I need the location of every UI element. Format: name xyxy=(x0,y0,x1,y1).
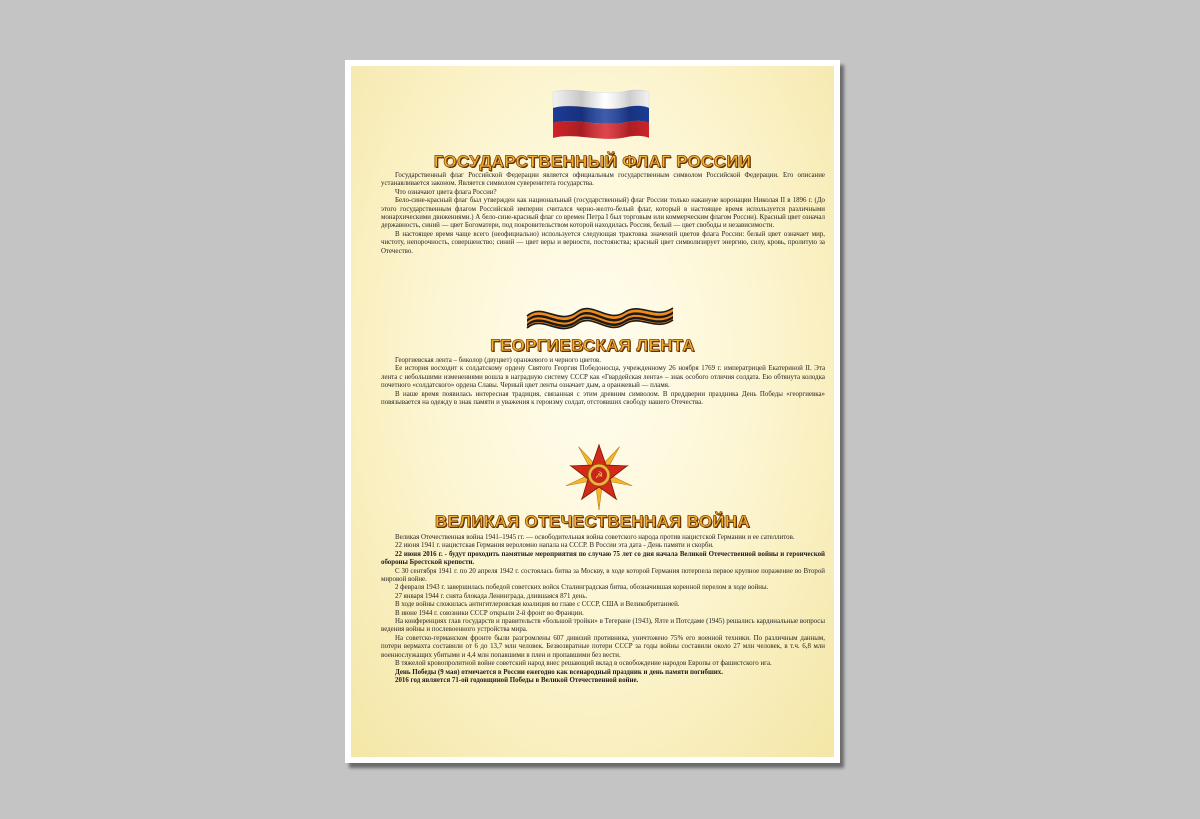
order-of-patriotic-war-icon xyxy=(562,439,636,511)
ribbon-section-text xyxy=(381,357,825,407)
paragraph: 27 января 1944 г. снята блокада Ленинграда, длившаяся 871 день. xyxy=(395,592,588,600)
paragraph: Что означают цвета флага России? xyxy=(395,188,497,196)
st-george-ribbon-icon xyxy=(525,296,675,330)
paragraph: Государственный флаг Российской Федерации является официальным государственным символом Российской Федерации. Его описание устанавливается законом. Является символом суверенитета государства. xyxy=(381,172,825,188)
paragraph: Бело-сине-красный флаг был утвержден как национальный (государственный) флаг России только накануне коронации Николая II в 1896 г. (До этого государственным флагом Российской империи считался черно-желто-белый флаг, который в настоящее время используется различными монархическими движениями.) А бело-сине-красный флаг со времен Петра I был торговым или коммерческим флагом России). Красный цвет означал державность, синий — цвет Богоматери, под покровительством которой находилась Россия, белый — цвет свободы и независимости. xyxy=(381,197,825,230)
ribbon-section-title: ГЕОРГИЕВСКАЯ ЛЕНТА xyxy=(490,336,695,355)
paragraph: В июне 1944 г. союзники СССР открыли 2-й фронт во Франции. xyxy=(395,609,584,617)
russian-flag-icon xyxy=(549,86,653,144)
paragraph: С 30 сентября 1941 г. по 20 апреля 1942 г. состоялась битва за Москву, в ходе которой Германия потерпела первое крупное поражение во Второй мировой войне. xyxy=(381,567,825,584)
war-section-text xyxy=(381,534,825,685)
paragraph: На советско-германском фронте были разгромлены 607 дивизий противника, уничтожено 75% его военной техники. По различным данным, потери вермахта составили от 6 до 13,7 млн человек. Безвозвратные потери СССР за годы войны составили около 27 млн человек, в т.ч. 6,8 млн военнослужащих убитыми и 4,4 млн попавшими в плен и пропавшими без вести. xyxy=(381,634,825,659)
paragraph: В настоящее время чаще всего (неофициально) используется следующая трактовка значений цветов флага России: белый цвет означает мир, чистоту, непорочность, совершенство; синий — цвет веры и верности, постоянства; красный цвет символизирует энергию, силу, кровь, пролитую за Отечество. xyxy=(381,230,825,255)
paragraph-bold: День Победы (9 мая) отмечается в России ежегодно как всенародный праздник и день памяти погибших. xyxy=(395,668,723,676)
paragraph: 2 февраля 1943 г. завершилась победой советских войск Сталинградская битва, обозначившая коренной перелом в ходе войны. xyxy=(395,584,769,592)
paragraph-bold: 22 июня 2016 г. - будут проходить памятные мероприятия по случаю 75 лет со дня начала Великой Отечественной войны и героической обороны Брестской крепости. xyxy=(381,550,825,567)
paragraph: Георгиевская лента – биколор (двуцвет) оранжевого и черного цветов. xyxy=(395,357,601,364)
paragraph: В наше время появилась интересная традиция, связанная с этим древним символом. В преддверии праздника День Победы «георгиевка» повязывается на одежду в знак памяти и уважения к героизму солдат, отстоявших свободу нашего Отечества. xyxy=(381,390,825,407)
paragraph: На конференциях глав государств и правительств «большой тройки» в Тегеране (1943), Ялте и Потсдаме (1945) решались кардинальные вопросы ведения войны и послевоенного устройства мира. xyxy=(381,618,825,634)
paragraph: Великая Отечественная война 1941–1945 гг. — освободительная война советского народа против нацистской Германии и ее сателлитов. xyxy=(395,534,795,541)
paragraph-bold: 2016 год является 71-ой годовщиной Победы в Великой Отечественной войне. xyxy=(395,676,639,684)
war-section-title: ВЕЛИКАЯ ОТЕЧЕСТВЕННАЯ ВОЙНА xyxy=(434,512,751,531)
poster xyxy=(345,60,840,763)
svg-text:☭: ☭ xyxy=(594,471,604,481)
paragraph: 22 июня 1941 г. нацистская Германия вероломно напала на СССР. В России эта дата - День памяти и скорби. xyxy=(395,542,714,550)
paragraph: В тяжелой кровопролитной войне советский народ внес решающий вклад в освобождение народов Европы от фашистского ига. xyxy=(395,660,772,668)
flag-section-text xyxy=(381,172,825,256)
paragraph: В ходе войны сложилась антигитлеровская коалиция во главе с СССР, США и Великобританией. xyxy=(395,601,680,609)
flag-section-title: ГОСУДАРСТВЕННЫЙ ФЛАГ РОССИИ xyxy=(433,152,752,171)
paragraph: Ее история восходит к солдатскому ордену Святого Георгия Победоносца, учрежденному 26 ноября 1769 г. императрицей Екатериной II. Эта лента с небольшими изменениями вошла в наградную систему СССР как «Гвардейская лента» – знак особого отличия солдата. Ею обтянута колодка почетного «солдатского» ордена Славы. Черный цвет ленты означает дым, а оранжевый — пламя. xyxy=(381,365,825,390)
